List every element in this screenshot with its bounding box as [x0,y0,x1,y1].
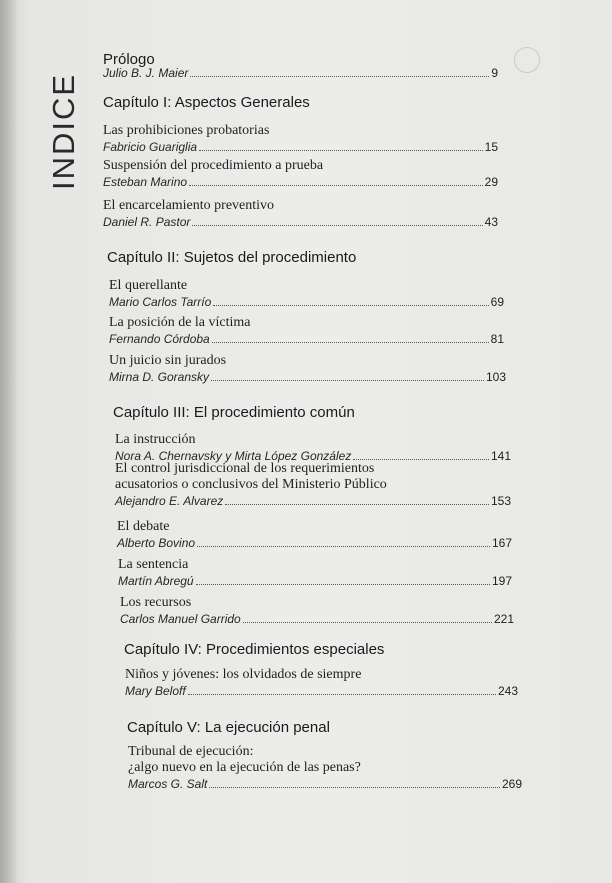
leader-dots [225,504,489,505]
entry-title-line-2: acusatorios o conclusivos del Ministerio Público [115,477,387,492]
index-heading [46,40,86,190]
entry-page: 29 [484,175,498,189]
entry-title: El encarcelamiento preventivo [103,198,275,213]
toc-entry[interactable] [109,353,506,384]
entry-page: 15 [484,140,498,154]
entry-title: Las prohibiciones probatorias [103,123,270,138]
entry-author: Mary Beloff [125,684,186,698]
leader-dots [353,459,489,460]
entry-author: Nora A. Chernavsky y Mirta López González [115,449,352,463]
entry-page: 269 [501,777,522,791]
entry-title: La instrucción [115,432,196,447]
entry-title: La posición de la víctima [109,315,251,330]
leader-dots [199,150,483,151]
entry-title: Un juicio sin jurados [109,353,227,368]
section-title-capitulo-3: Capítulo III: El procedimiento común [113,404,355,421]
leader-dots [213,305,488,306]
leader-dots [243,622,492,623]
entry-author: Mario Carlos Tarrío [109,295,212,309]
entry-title-line-1: El control jurisdiccional de los requerimientos [115,461,375,476]
entry-page: 197 [491,574,512,588]
entry-title-line-2: ¿algo nuevo en la ejecución de las penas? [128,760,361,775]
entry-page: 167 [491,536,512,550]
entry-page: 81 [490,332,504,346]
section-title-capitulo-2: Capítulo II: Sujetos del procedimiento [107,249,357,266]
page-gutter-shadow [0,0,18,883]
entry-title: El debate [117,519,170,534]
entry-page: 43 [484,215,498,229]
toc-entry[interactable] [115,461,511,508]
entry-page: 103 [485,370,506,384]
leader-dots [212,342,489,343]
entry-title: Los recursos [120,595,192,610]
toc-entry[interactable] [109,278,504,309]
entry-page: 9 [491,66,498,80]
leader-dots [188,694,496,695]
entry-author: Alberto Bovino [117,536,196,550]
leader-dots [190,76,489,77]
section-title-prologo: Prólogo [103,51,155,68]
entry-title: Suspensión del procedimiento a prueba [103,158,324,173]
entry-author: Fernando Córdoba [109,332,210,346]
toc-entry[interactable] [128,744,522,791]
index-heading-text: INDICE [46,72,81,190]
toc-entry[interactable] [109,315,504,346]
entry-page: 141 [490,449,511,463]
toc-entry[interactable] [120,595,514,626]
entry-page: 69 [490,295,504,309]
entry-page: 243 [497,684,518,698]
toc-entry[interactable] [118,557,512,588]
toc-entry[interactable] [103,158,498,189]
leader-dots [197,546,490,547]
decorative-circle-icon [514,47,540,73]
section-title-capitulo-5: Capítulo V: La ejecución penal [127,719,330,736]
entry-title: Niños y jóvenes: los olvidados de siempre [125,667,362,682]
entry-author: Marcos G. Salt [128,777,208,791]
toc-entry[interactable] [103,198,498,229]
leader-dots [209,787,500,788]
entry-author: Daniel R. Pastor [103,215,191,229]
toc-entry[interactable] [117,519,512,550]
section-title-capitulo-1: Capítulo I: Aspectos Generales [103,94,310,111]
entry-author: Mirna D. Goransky [109,370,210,384]
entry-author: Julio B. J. Maier [103,66,189,80]
toc-entry[interactable] [125,667,518,698]
entry-title: El querellante [109,278,188,293]
entry-title-line-1: Tribunal de ejecución: [128,744,254,759]
entry-page: 153 [490,494,511,508]
toc-entry[interactable] [115,432,511,463]
toc-entry[interactable] [103,65,498,80]
leader-dots [189,185,483,186]
section-title-capitulo-4: Capítulo IV: Procedimientos especiales [124,641,385,658]
leader-dots [196,584,490,585]
entry-author: Fabricio Guariglia [103,140,198,154]
entry-title: La sentencia [118,557,189,572]
entry-page: 221 [493,612,514,626]
entry-author: Martín Abregú [118,574,194,588]
entry-author: Carlos Manuel Garrido [120,612,241,626]
toc-entry[interactable] [103,123,498,154]
entry-author: Alejandro E. Alvarez [115,494,224,508]
leader-dots [192,225,482,226]
leader-dots [211,380,484,381]
entry-author: Esteban Marino [103,175,188,189]
